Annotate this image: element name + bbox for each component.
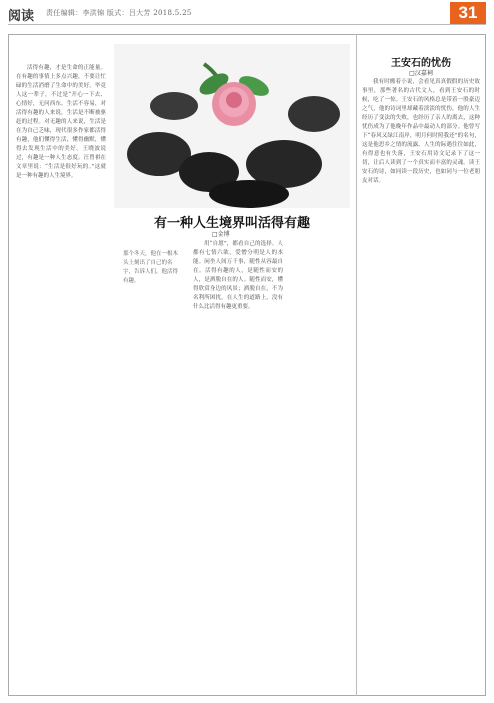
- page-number-badge: 31: [450, 2, 486, 24]
- article-headline: 有一种人生境界叫活得有趣: [153, 216, 310, 231]
- article-body-column-1: 活得有趣，才是生命的正能量。在有趣的事情上多点兴趣，不要让忙碌的生活消磨了生命中的美好。毕竟人这一辈子，不过是“开心一下去、心情好，无问西东。生活不容易，对活得有趣的人来说，生活是不断被驱赶的过程。对无趣的人来说，生活是在为自己乏味，现代很多作家都活得有趣，他们懂得生活，懂得幽默，懂得去发现生活中的美好。王晓波说过，有趣是一种人生态度。汪曾祺在文章里说：“生活是很好玩的。”这就是一种有趣的人生境界。: [16, 65, 106, 179]
- page-header: [0, 0, 494, 24]
- sidebar-article-byline: □汉嘉祠: [409, 70, 433, 77]
- editor-info: 责任编辑：李洪锦 版式：吕大芳 2018.5.25: [46, 9, 192, 17]
- rose-on-stones-photo: [114, 44, 350, 208]
- column-divider: [356, 34, 357, 696]
- article-body-column-2: 用“自愿”，都看自己的选择。人都有七情六欲，爱憎分明是人的本能。闲坐人间万千事，随性从容最自在。活得有趣的人，是随性而安的人，是洒脱自在的人。随性而安，懂得欣赏身边的风景；洒脱自在，不为名利所困扰。在人生的道路上，没有什么比活得有趣更重要。: [193, 241, 283, 310]
- section-title: 阅读: [8, 9, 35, 24]
- sidebar-article-body: 我有时搬着小说，会看见真真假假的历史故事里，那些著名的古代文人，看到王安石的时候，吃了一惊。王安石的风格总是带着一股豪迈之气，他的诗词里却藏着淡淡的忧伤。他的人生经历了变法的失败，也经历了亲人的离去，这种忧伤成为了他晚年作品中最动人的部分。他曾写下“春风又绿江南岸，明月何时照我还”的名句，这是他思乡之情的流露。人生的际遇往往如此，有得意也有失落，王安石用诗文记录下了这一切，让后人读到了一个真实而丰富的灵魂。读王安石的诗，如同读一段历史，也如同与一位老朋友对话。: [362, 79, 480, 184]
- sidebar-article-title: 王安石的忧伤: [391, 58, 451, 69]
- article-byline: □金博: [212, 231, 230, 238]
- article-pull-text: 那个冬天，他在一根木头上刻出了自己的名字，告诉人们，他活得有趣。: [123, 251, 179, 284]
- header-rule: [8, 24, 486, 25]
